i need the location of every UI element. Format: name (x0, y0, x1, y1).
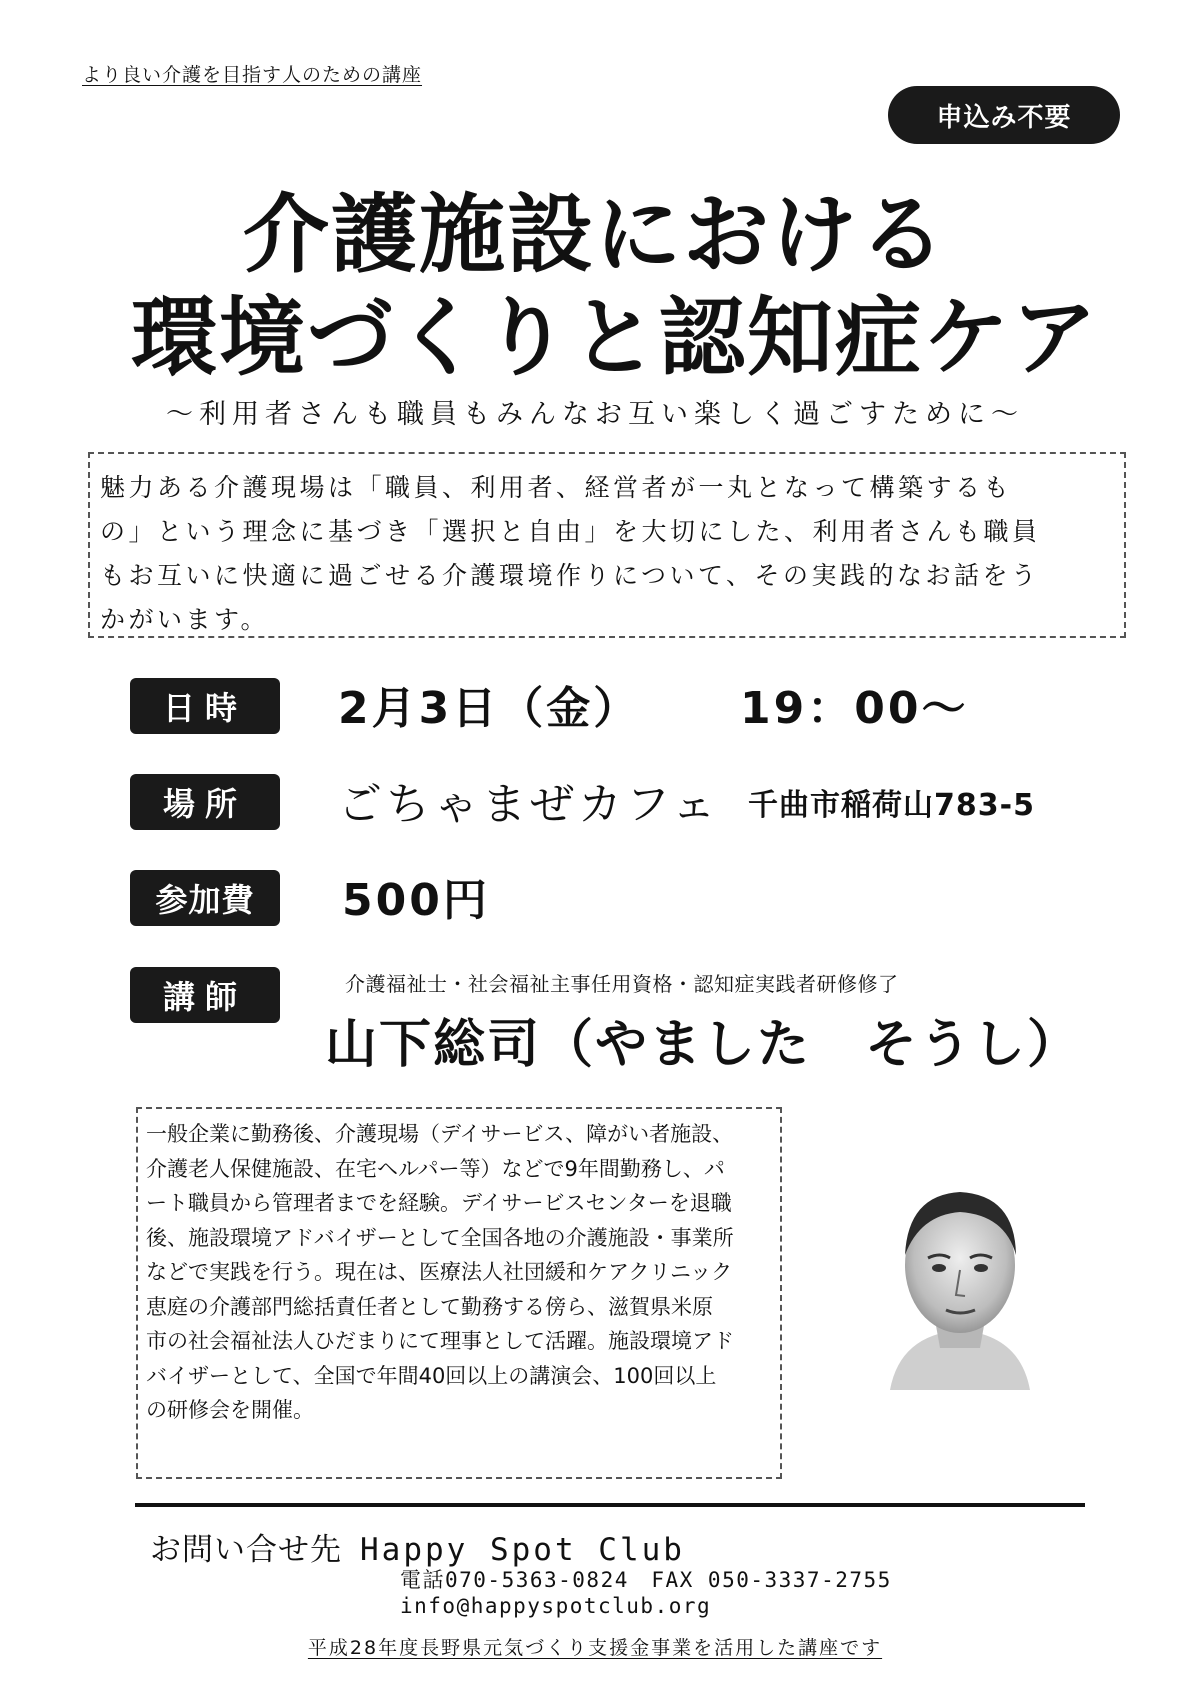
bio-line: 恵庭の介護部門総括責任者として勤務する傍ら、滋賀県米原 (146, 1294, 713, 1319)
organization-name: Happy Spot Club (360, 1532, 685, 1568)
bio-line: 介護老人保健施設、在宅ヘルパー等）などで9年間勤務し、パ (146, 1156, 725, 1181)
bio-line: ート職員から管理者までを経験。デイサービスセンターを退職 (146, 1191, 732, 1215)
venue-name: ごちゃまぜカフェ (338, 779, 720, 830)
phone-fax: 電話070-5363-0824 FAX 050-3337-2755 (400, 1568, 892, 1592)
contact-heading-row (150, 1524, 685, 1569)
venue-label: 場所 (130, 774, 280, 830)
lecturer-name: 山下総司（やました そうし） (325, 1015, 1082, 1075)
intro-line: 魅力ある介護現場は「職員、利用者、経営者が一丸となって構築するも (100, 473, 1013, 502)
intro-line: かがいます。 (100, 605, 270, 634)
lecturer-credentials: 介護福祉士・社会福祉主事任用資格・認知症実践者研修修了 (345, 972, 899, 996)
person-portrait-icon (880, 1170, 1040, 1390)
fee-label: 参加費 (130, 870, 280, 926)
bio-line: 後、施設環境アドバイザーとして全国各地の介護施設・事業所 (146, 1225, 734, 1250)
contact-info (400, 1567, 892, 1619)
no-registration-badge: 申込み不要 (888, 86, 1120, 144)
intro-box (88, 452, 1126, 638)
tagline: より良い介護を目指す人のための講座 (82, 64, 423, 86)
intro-line: もお互いに快適に過ごせる介護環境作りについて、その実践的なお話をう (100, 561, 1040, 590)
email-address[interactable]: info@happyspotclub.org (400, 1594, 712, 1618)
funding-note: 平成28年度長野県元気づくり支援金事業を活用した講座です (307, 1637, 883, 1659)
divider (135, 1503, 1085, 1507)
bio-line: 一般企業に勤務後、介護現場（デイサービス、障がい者施設、 (146, 1122, 734, 1146)
intro-line: の」という理念に基づき「選択と自由」を大切にした、利用者さんも職員 (100, 517, 1041, 546)
title-line-1: 介護施設における (243, 185, 947, 285)
bio-line: 市の社会福祉法人ひだまりにて理事として活躍。施設環境アド (146, 1329, 734, 1353)
lecturer-bio-box (136, 1107, 782, 1479)
datetime-label: 日時 (130, 678, 280, 734)
fee-amount: 500円 (342, 875, 490, 926)
contact-heading: お問い合せ先 (150, 1532, 342, 1568)
title-line-2: 環境づくりと認知症ケア (131, 288, 1099, 388)
event-time: 19：00～ (740, 683, 969, 734)
venue-address: 千曲市稲荷山783-5 (748, 788, 1035, 823)
bio-line: の研修会を開催。 (146, 1398, 314, 1422)
bio-line: などで実践を行う。現在は、医療法人社団緩和ケアクリニック (146, 1260, 733, 1284)
lecturer-label: 講師 (130, 967, 280, 1023)
subtitle: ～利用者さんも職員もみんなお互い楽しく過ごすために～ (166, 399, 1024, 430)
bio-line: バイザーとして、全国で年間40回以上の講演会、100回以上 (146, 1363, 717, 1388)
event-date: 2月3日（金） (338, 683, 641, 734)
